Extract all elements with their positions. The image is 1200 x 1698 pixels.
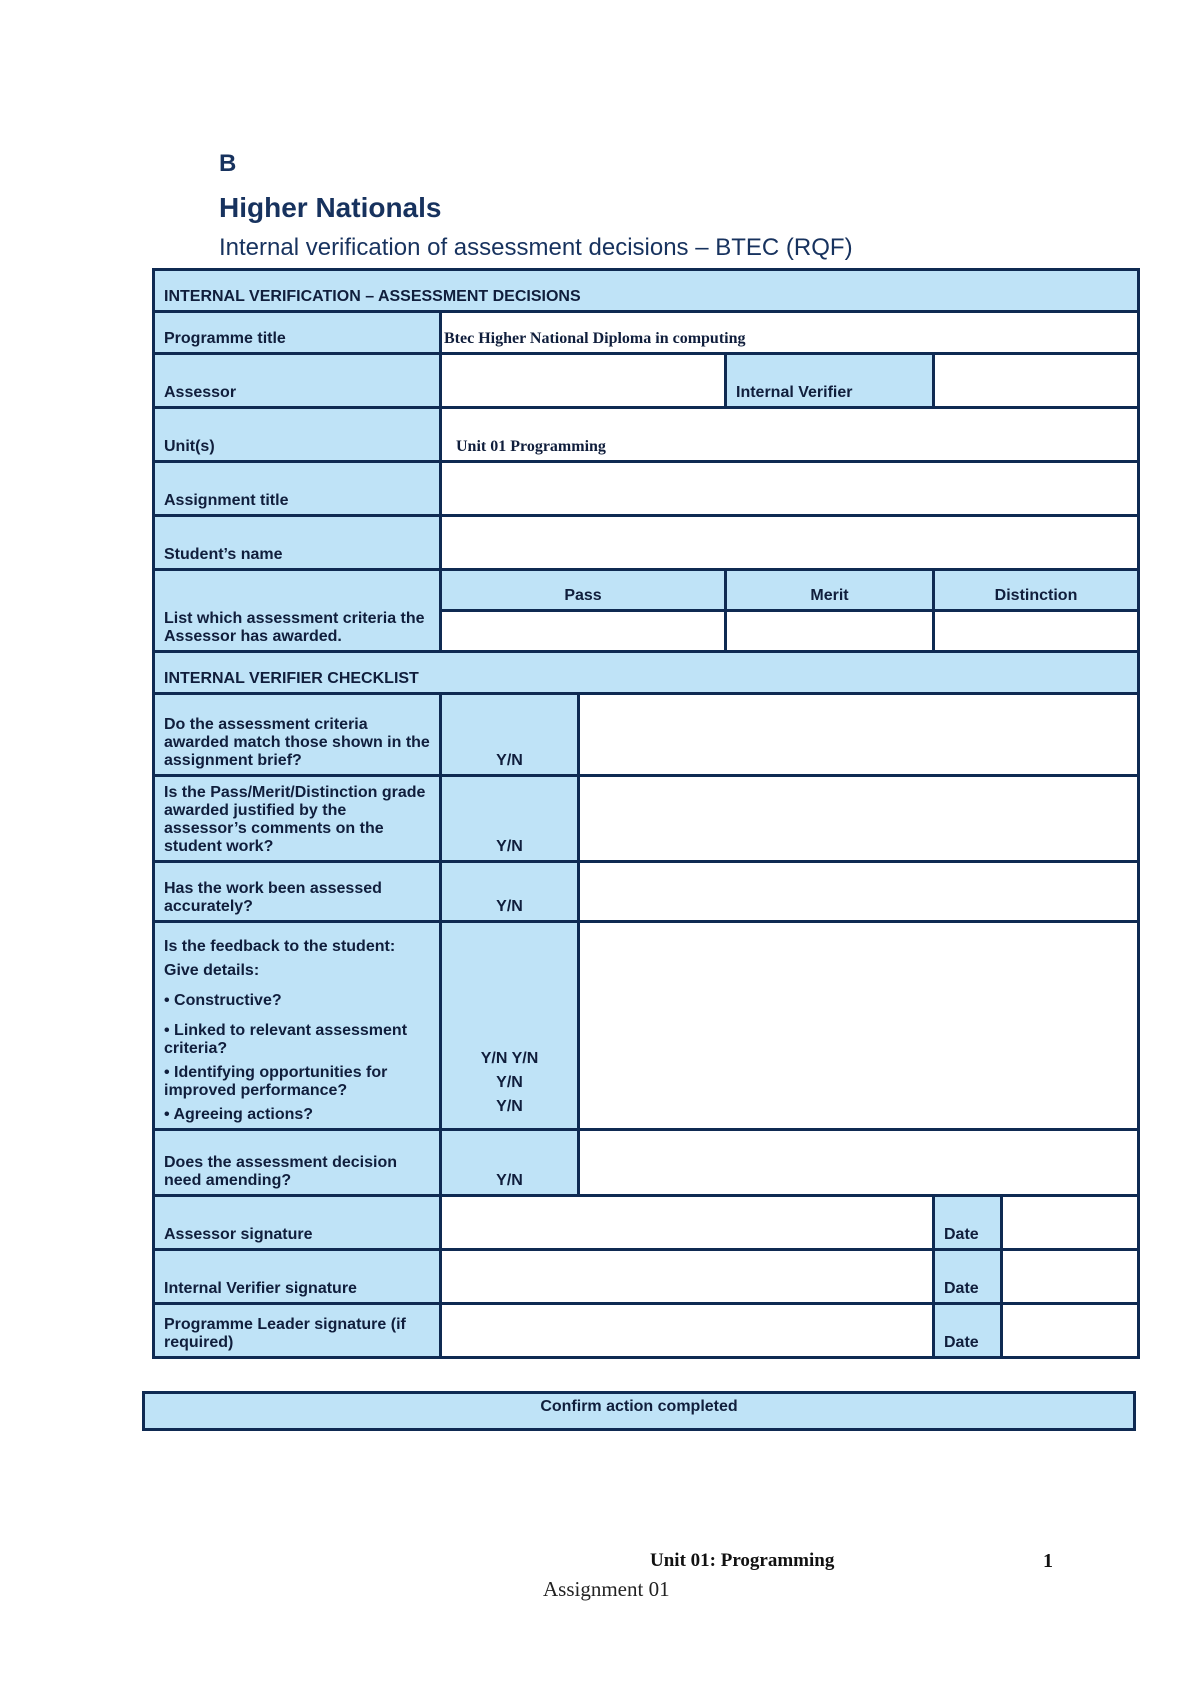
confirm-action-box[interactable]: Confirm action completed [142, 1391, 1136, 1431]
amend-comment-field[interactable] [579, 1130, 1139, 1196]
section-title-assessment: INTERNAL VERIFICATION – ASSESSMENT DECISIONS [154, 270, 1139, 312]
date-label: Date [934, 1304, 1002, 1358]
feedback-bullet: • Constructive? [164, 992, 282, 1009]
internal-verifier-field[interactable] [934, 354, 1139, 408]
checklist-comment-field[interactable] [579, 694, 1139, 776]
feedback-bullet: • Linked to relevant assessment criteria? [164, 1022, 408, 1057]
assessor-signature-field[interactable] [441, 1196, 934, 1250]
feedback-bullet: • Identifying opportunities for improved performance? [164, 1064, 388, 1099]
page-number: 1 [1043, 1550, 1053, 1572]
internal-verifier-label: Internal Verifier [726, 354, 934, 408]
assignment-title-field[interactable] [441, 462, 1139, 516]
section-title-checklist: INTERNAL VERIFIER CHECKLIST [154, 652, 1139, 694]
feedback-answer: Y/N [496, 1074, 523, 1091]
checklist-answer[interactable]: Y/N [441, 776, 579, 862]
footer-assignment: Assignment 01 [543, 1577, 670, 1601]
footer-unit: Unit 01: Programming [650, 1550, 835, 1571]
assignment-title-label: Assignment title [154, 462, 441, 516]
feedback-answer: Y/N Y/N [480, 1050, 539, 1067]
feedback-bullet: • Agreeing actions? [164, 1106, 314, 1123]
feedback-answers[interactable] [441, 922, 579, 1130]
checklist-comment-field[interactable] [579, 862, 1139, 922]
assessor-field[interactable] [441, 354, 726, 408]
verifier-date-field[interactable] [1002, 1250, 1139, 1304]
page-subtitle: Internal verification of assessment decisions – BTEC (RQF) [219, 234, 853, 261]
checklist-question: Do the assessment criteria awarded match those shown in the assignment brief? [154, 694, 441, 776]
checklist-answer[interactable]: Y/N [441, 862, 579, 922]
grade-header-pass: Pass [441, 570, 726, 611]
pass-criteria-field[interactable] [441, 611, 726, 652]
date-label: Date [934, 1250, 1002, 1304]
checklist-question: Is the Pass/Merit/Distinction grade awarded justified by the assessor’s comments on the student work? [154, 776, 441, 862]
assessor-signature-label: Assessor signature [154, 1196, 441, 1250]
units-label: Unit(s) [154, 408, 441, 462]
page-title: Higher Nationals [219, 192, 442, 223]
leader-date-field[interactable] [1002, 1304, 1139, 1358]
units-field[interactable]: Unit 01 Programming [441, 408, 1139, 462]
amend-question: Does the assessment decision need amending? [154, 1130, 441, 1196]
checklist-answer[interactable]: Y/N [441, 694, 579, 776]
checklist-comment-field[interactable] [579, 776, 1139, 862]
verifier-signature-label: Internal Verifier signature [154, 1250, 441, 1304]
feedback-answer: Y/N [496, 1098, 523, 1115]
assessor-date-field[interactable] [1002, 1196, 1139, 1250]
verification-form [152, 268, 1140, 1359]
grade-header-distinction: Distinction [934, 570, 1139, 611]
leader-signature-field[interactable] [441, 1304, 934, 1358]
grade-header-merit: Merit [726, 570, 934, 611]
verifier-signature-field[interactable] [441, 1250, 934, 1304]
checklist-question: Has the work been assessed accurately? [154, 862, 441, 922]
student-name-field[interactable] [441, 516, 1139, 570]
student-name-label: Student’s name [154, 516, 441, 570]
feedback-question-block [154, 922, 441, 1130]
merit-criteria-field[interactable] [726, 611, 934, 652]
date-label: Date [934, 1196, 1002, 1250]
leader-signature-label: Programme Leader signature (if required) [154, 1304, 441, 1358]
programme-title-label: Programme title [154, 312, 441, 354]
feedback-details-label: Give details: [164, 962, 260, 979]
feedback-comment-field[interactable] [579, 922, 1139, 1130]
distinction-criteria-field[interactable] [934, 611, 1139, 652]
amend-answer[interactable]: Y/N [441, 1130, 579, 1196]
assessor-label: Assessor [154, 354, 441, 408]
programme-title-field[interactable]: Btec Higher National Diploma in computing [441, 312, 1139, 354]
header-letter: B [219, 150, 237, 177]
feedback-question: Is the feedback to the student: [164, 938, 396, 955]
criteria-label: List which assessment criteria the Assessor has awarded. [154, 570, 441, 652]
